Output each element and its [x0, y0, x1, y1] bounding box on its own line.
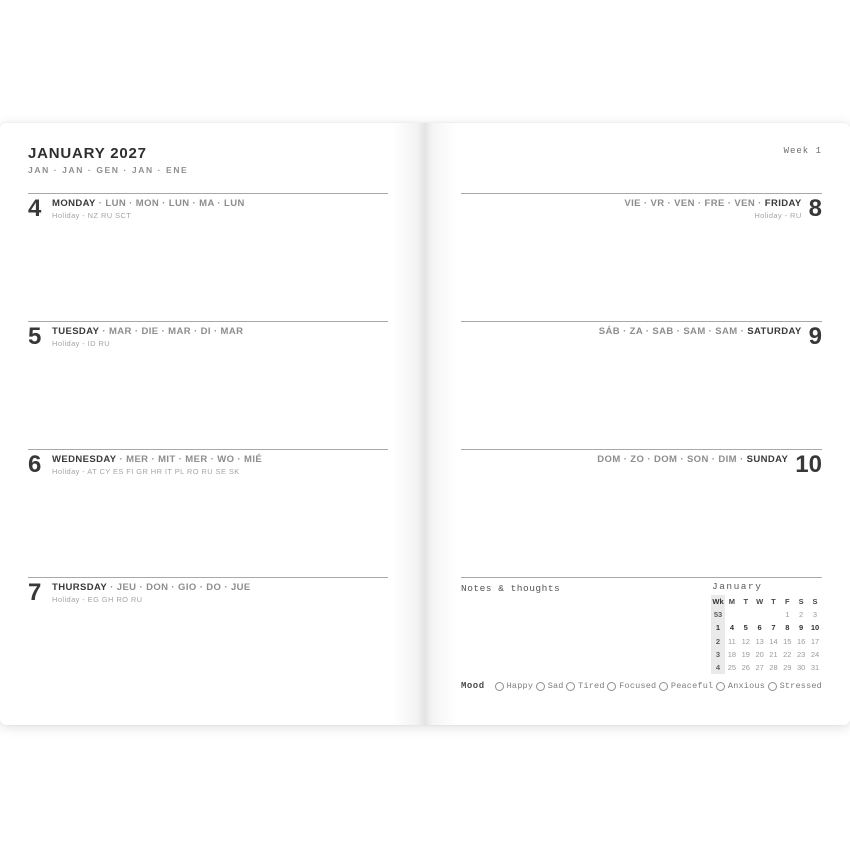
day-section-friday [461, 193, 822, 321]
calendar-date: 15 [783, 636, 792, 646]
month-title: JANUARY 2027 [28, 145, 147, 162]
calendar-week-number: 53 [711, 608, 725, 621]
radio-circle-icon[interactable] [768, 682, 777, 691]
calendar-date: 3 [812, 610, 818, 620]
calendar-date: 26 [741, 662, 750, 672]
calendar-date: 8 [785, 623, 790, 633]
day-names-line [52, 454, 262, 465]
day-translations: · JEU · DON · GIO · DO · JUE [110, 582, 251, 593]
mood-option-label: Anxious [727, 681, 765, 691]
calendar-date: 31 [810, 662, 820, 672]
mini-calendar-grid [711, 595, 822, 674]
radio-circle-icon[interactable] [659, 682, 668, 691]
mini-calendar [711, 581, 822, 674]
calendar-day-header: T [743, 597, 749, 606]
mood-option-peaceful[interactable] [659, 681, 713, 691]
calendar-date: 6 [757, 623, 762, 633]
day-number: 9 [808, 323, 822, 350]
month-subtitle: JAN · JAN · GEN · JAN · ENE [28, 165, 189, 175]
calendar-date: 13 [755, 636, 764, 646]
calendar-date: 10 [810, 623, 820, 633]
day-number: 8 [808, 195, 822, 222]
holiday-note: Holiday - AT CY ES FI GR HR IT PL RO RU SE SK [52, 467, 240, 476]
day-number: 6 [28, 451, 42, 478]
calendar-week-col-header: Wk [711, 595, 725, 608]
mood-option-focused[interactable] [607, 681, 656, 691]
day-translations: · MER · MIT · MER · WO · MIÉ [119, 454, 263, 465]
calendar-date [753, 608, 767, 621]
day-heading [52, 197, 245, 220]
calendar-day-header: S [812, 597, 818, 606]
book-spine [393, 123, 457, 725]
radio-circle-icon[interactable] [566, 682, 575, 691]
notes-section [461, 577, 822, 725]
mood-option-label: Happy [506, 681, 534, 691]
holiday-note: Holiday - ID RU [52, 339, 111, 348]
calendar-date: 1 [785, 610, 790, 620]
calendar-week-number: 2 [711, 635, 725, 648]
day-names-line [52, 326, 243, 337]
holiday-note: Holiday - RU [754, 211, 802, 220]
calendar-date [767, 608, 781, 621]
mood-option-label: Sad [547, 681, 564, 691]
day-name: WEDNESDAY [52, 454, 117, 465]
day-translations: DOM · ZO · DOM · SON · DIM · [597, 454, 744, 465]
radio-circle-icon[interactable] [716, 682, 725, 691]
calendar-date: 24 [810, 649, 820, 659]
calendar-date: 14 [769, 636, 778, 646]
day-heading [597, 453, 788, 476]
calendar-date: 5 [743, 623, 748, 633]
day-section-thursday [28, 577, 388, 725]
calendar-date: 22 [783, 649, 792, 659]
day-name: SATURDAY [747, 326, 802, 337]
calendar-date: 4 [729, 623, 734, 633]
day-name: THURSDAY [52, 582, 108, 593]
day-section-sunday [461, 449, 822, 577]
calendar-week-number: 1 [711, 621, 725, 634]
calendar-date: 29 [783, 662, 792, 672]
mood-option-label: Peaceful [670, 681, 714, 691]
calendar-date: 25 [727, 662, 737, 672]
mood-option-anxious[interactable] [716, 681, 765, 691]
mood-option-label: Tired [578, 681, 605, 691]
mini-calendar-title: January [712, 581, 763, 592]
day-translations: · MAR · DIE · MAR · DI · MAR [102, 326, 244, 337]
day-names-line [624, 198, 801, 209]
mood-option-stressed[interactable] [768, 681, 822, 691]
calendar-date: 23 [796, 649, 806, 659]
day-section-tuesday [28, 321, 388, 449]
calendar-date [725, 608, 739, 621]
day-translations: SÁB · ZA · SAB · SAM · SAM · [598, 326, 745, 337]
mood-tracker [461, 681, 822, 691]
day-names-line [599, 326, 802, 337]
day-heading [52, 581, 251, 604]
calendar-date: 9 [799, 623, 804, 633]
calendar-date: 16 [796, 636, 806, 646]
day-name: SUNDAY [746, 454, 789, 465]
radio-circle-icon[interactable] [536, 682, 545, 691]
calendar-date [739, 608, 753, 621]
calendar-date: 7 [771, 623, 776, 633]
day-heading [599, 325, 802, 348]
day-names-line [52, 198, 245, 209]
calendar-date: 21 [769, 649, 778, 659]
week-label: Week 1 [783, 146, 822, 156]
holiday-note: Holiday - NZ RU SCT [52, 211, 132, 220]
calendar-day-header: S [798, 597, 804, 606]
day-name: MONDAY [52, 198, 96, 209]
planner-spread [0, 123, 850, 725]
day-name: TUESDAY [52, 326, 100, 337]
day-number: 7 [28, 579, 42, 606]
calendar-date: 19 [741, 649, 750, 659]
calendar-date: 2 [799, 610, 804, 620]
day-section-monday [28, 193, 388, 321]
calendar-date: 17 [810, 636, 820, 646]
calendar-day-header: T [771, 597, 776, 606]
calendar-date: 20 [755, 649, 764, 659]
calendar-date: 28 [769, 662, 778, 672]
mood-option-happy[interactable] [495, 681, 534, 691]
notes-label: Notes & thoughts [461, 583, 561, 594]
mood-option-label: Stressed [779, 681, 822, 691]
mood-option-label: Focused [619, 681, 657, 691]
day-name: FRIDAY [764, 198, 802, 209]
day-names-line [597, 454, 788, 465]
day-translations: · LUN · MON · LUN · MA · LUN [98, 198, 245, 209]
day-section-wednesday [28, 449, 388, 577]
calendar-day-header: W [756, 597, 764, 606]
radio-circle-icon[interactable] [495, 682, 504, 691]
right-page [461, 123, 822, 725]
mood-label: Mood [461, 681, 485, 691]
mood-options [495, 681, 822, 691]
day-section-saturday [461, 321, 822, 449]
calendar-date: 27 [755, 662, 764, 672]
calendar-day-header: F [785, 597, 790, 606]
calendar-day-header: M [728, 597, 736, 606]
day-translations: VIE · VR · VEN · FRE · VEN · [624, 198, 762, 209]
calendar-date: 18 [727, 649, 737, 659]
holiday-note: Holiday - EG GH RO RU [52, 595, 143, 604]
day-number: 5 [28, 323, 42, 350]
day-number: 10 [795, 451, 822, 478]
day-number: 4 [28, 195, 42, 222]
radio-circle-icon[interactable] [607, 682, 616, 691]
calendar-date: 30 [796, 662, 806, 672]
left-page [28, 123, 388, 725]
calendar-date: 11 [728, 636, 736, 646]
calendar-week-number: 3 [711, 648, 725, 661]
day-heading [52, 453, 262, 476]
mood-option-sad[interactable] [536, 681, 564, 691]
day-heading [52, 325, 243, 348]
calendar-date: 12 [741, 636, 750, 646]
day-heading [624, 197, 801, 220]
mood-option-tired[interactable] [566, 681, 605, 691]
calendar-week-number: 4 [711, 661, 725, 674]
day-names-line [52, 582, 251, 593]
